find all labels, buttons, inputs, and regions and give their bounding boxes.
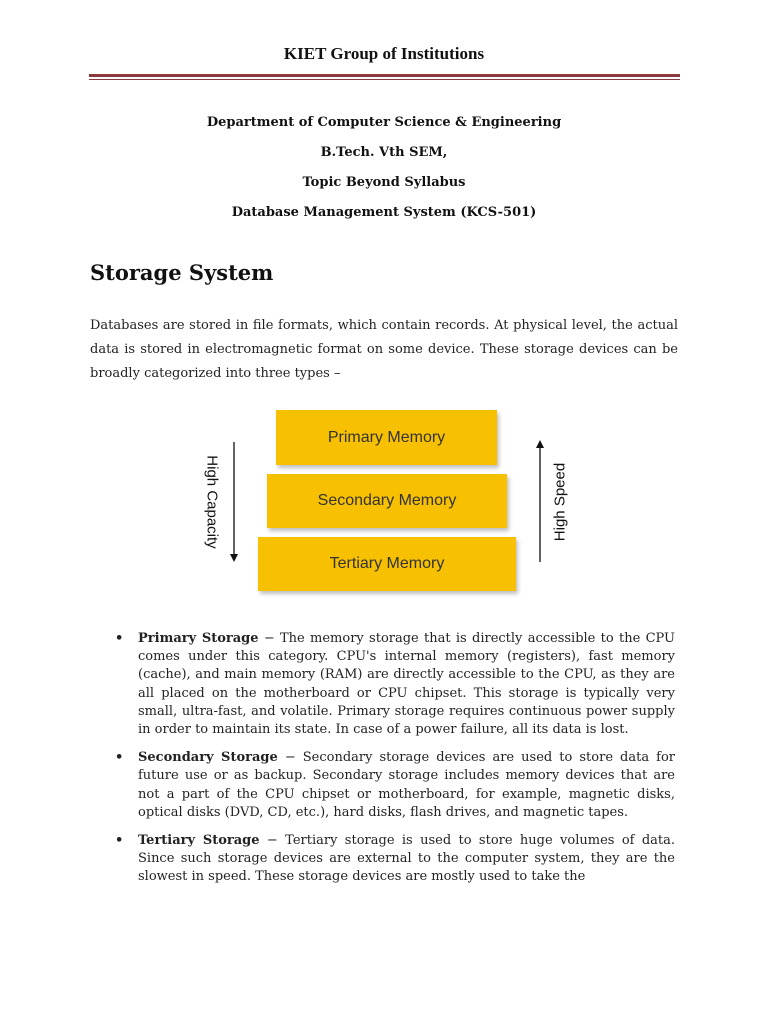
course-line: Database Management System (KCS-501) [231, 205, 537, 220]
bullet-term: Secondary Storage [138, 750, 278, 766]
high-capacity-label: High Capacity [203, 455, 221, 549]
bullet-term: Tertiary Storage [138, 833, 260, 849]
bullet-icon: • [115, 833, 124, 849]
topic-line: Topic Beyond Syllabus [302, 175, 466, 190]
secondary-memory-box: Secondary Memory [267, 474, 507, 528]
department-name: Department of Computer Science & Engineering [206, 115, 562, 130]
bullet-text: − Secondary storage devices are used to store data for future use or as backup. Secondary storage includes memory devices that are not a part of the CPU chipset or motherboard, for example, magnetic disks, optical disks (DVD, CD, etc.), hard disks, flash drives, and magnetic tapes. [138, 750, 676, 820]
memory-hierarchy-diagram [190, 398, 590, 608]
bullet-text: − Tertiary storage is used to store huge volumes of data. Since such storage devices are external to the computer system, they are the slowest in speed. These storage devices are mostly used to take the [138, 833, 676, 885]
list-item-secondary-storage [110, 749, 675, 822]
high-speed-label: High Speed [551, 462, 569, 542]
bullet-icon: • [115, 750, 124, 766]
bullet-text: − The memory storage that is directly accessible to the CPU comes under this category. CPU's internal memory (registers), fast memory (cache), and main memory (RAM) are directly accessible to the CPU, as they are all placed on the motherboard or CPU chipset. This storage is typically very small, ultra-fast, and volatile. Primary storage requires continuous power supply in order to maintain its state. In case of a power failure, all its data is lost. [138, 631, 675, 738]
storage-types-list [110, 630, 675, 897]
tertiary-memory-box: Tertiary Memory [258, 537, 516, 591]
intro-paragraph: Databases are stored in file formats, which contain records. At physical level, the actual data is stored in electromagnetic format on some device. These storage devices can be broadly categorized into three types – [90, 318, 678, 381]
department-block [0, 108, 768, 228]
list-item-tertiary-storage [110, 832, 675, 887]
header-rule-thin [89, 79, 680, 80]
header-rule-thick [89, 74, 680, 77]
page-header: KIET Group of Institutions [283, 44, 485, 63]
primary-memory-box: Primary Memory [276, 410, 497, 465]
list-item-primary-storage [110, 630, 675, 739]
section-title: Storage System [90, 260, 274, 285]
bullet-term: Primary Storage [138, 631, 259, 646]
semester-line: B.Tech. Vth SEM, [320, 145, 448, 160]
bullet-icon: • [115, 631, 124, 646]
